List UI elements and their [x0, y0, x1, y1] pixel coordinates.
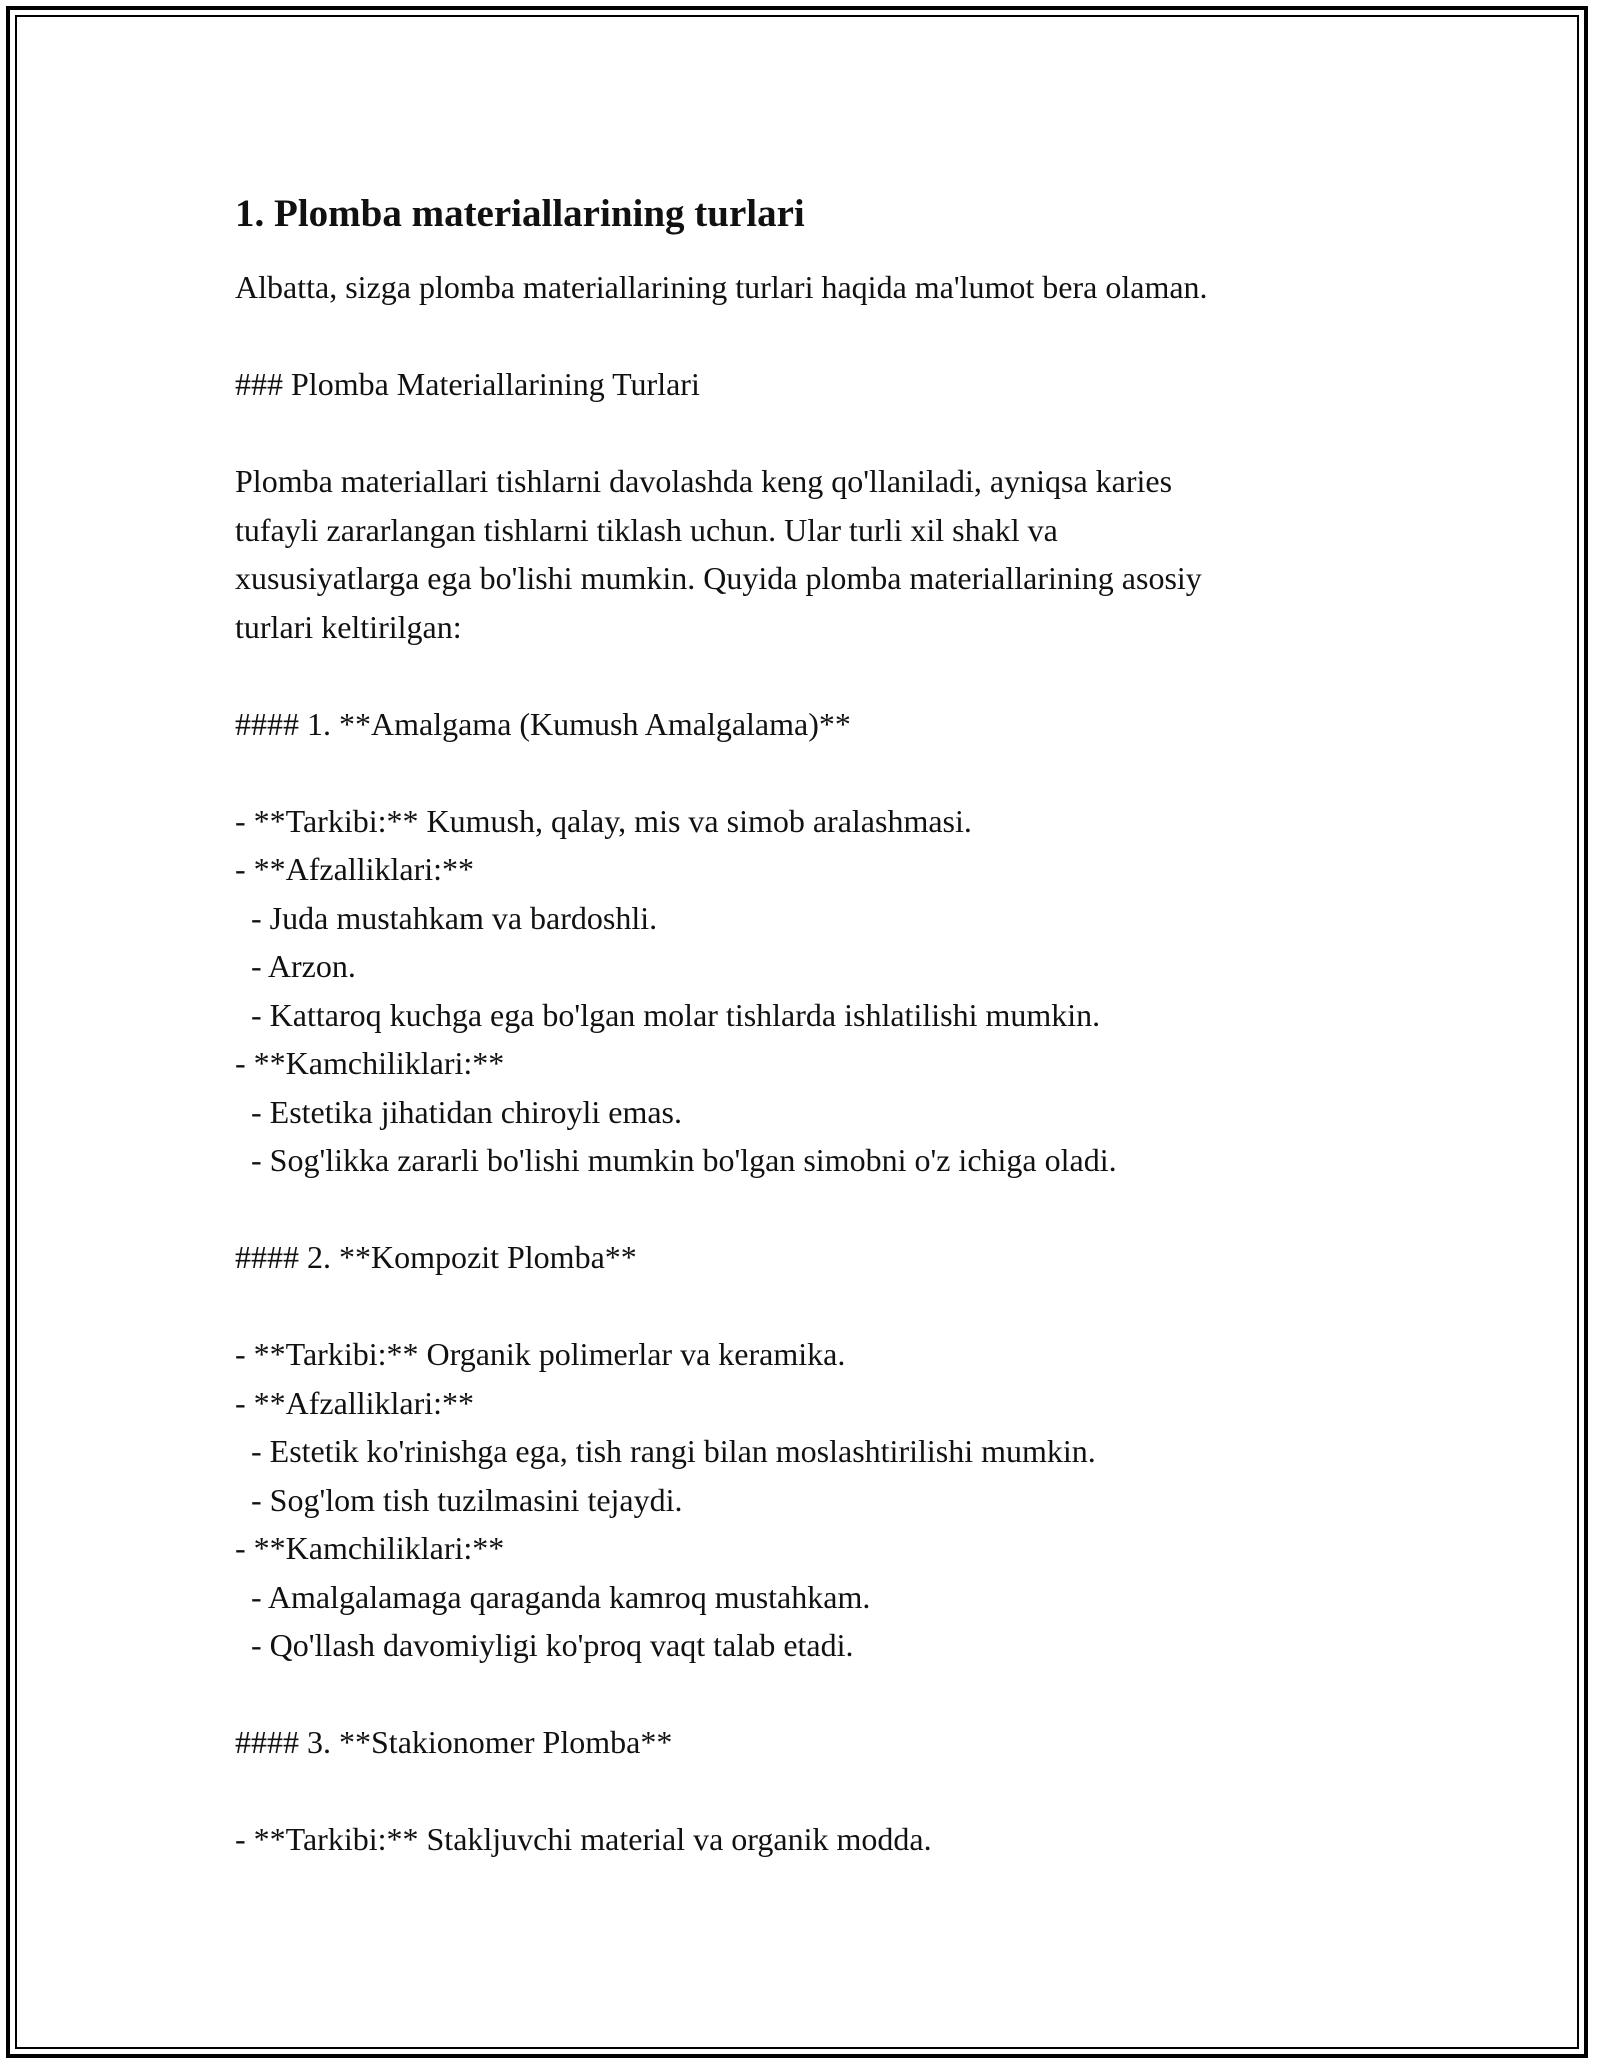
paragraph-line: tufayli zararlangan tishlarni tiklash uchun. Ular turli xil shakl va: [235, 511, 1058, 548]
document-title: 1. Plomba materiallarining turlari: [235, 192, 805, 235]
list-item: - **Kamchiliklari:**: [235, 1045, 505, 1081]
list-item: - Qo'llash davomiyligi ko'proq vaqt talab etadi.: [235, 1627, 854, 1663]
intro-text: Albatta, sizga plomba materiallarining turlari haqida ma'lumot bera olaman.: [235, 269, 1208, 305]
list-item: - Estetika jihatidan chiroyli emas.: [235, 1093, 682, 1130]
list-item: - Arzon.: [235, 948, 356, 984]
section-heading: ### Plomba Materiallarining Turlari: [235, 366, 700, 402]
list-item: - Estetik ko'rinishga ega, tish rangi bilan moslashtirilishi mumkin.: [235, 1433, 1096, 1469]
list-item: - **Kamchiliklari:**: [235, 1530, 505, 1566]
list-item: - Juda mustahkam va bardoshli.: [235, 899, 658, 936]
subsection-heading-kompozit: #### 2. **Kompozit Plomba**: [235, 1239, 637, 1275]
document-body: [235, 185, 1375, 1864]
list-item: - **Afzalliklari:**: [235, 1384, 475, 1421]
list-item: - **Tarkibi:** Kumush, qalay, mis va simob aralashmasi.: [235, 802, 972, 839]
list-item: - Sog'likka zararli bo'lishi mumkin bo'lgan simobni o'z ichiga oladi.: [235, 1142, 1117, 1178]
list-item: - Amalgalamaga qaraganda kamroq mustahkam.: [235, 1578, 871, 1615]
paragraph-line: xususiyatlarga ega bo'lishi mumkin. Quyida plomba materiallarining asosiy: [235, 560, 1202, 596]
list-item: - Kattaroq kuchga ega bo'lgan molar tishlarda ishlatilishi mumkin.: [235, 996, 1101, 1033]
paragraph-line: turlari keltirilgan:: [235, 608, 462, 645]
list-item: - **Tarkibi:** Organik polimerlar va keramika.: [235, 1336, 846, 1372]
list-item: - **Tarkibi:** Stakljuvchi material va organik modda.: [235, 1821, 932, 1857]
list-item: - Sog'lom tish tuzilmasini tejaydi.: [235, 1481, 683, 1518]
paragraph-line: Plomba materiallari tishlarni davolashda keng qo'llaniladi, ayniqsa karies: [235, 463, 1173, 499]
list-item: - **Afzalliklari:**: [235, 851, 475, 887]
subsection-heading-amalgama: #### 1. **Amalgama (Kumush Amalgalama)**: [235, 705, 851, 742]
subsection-heading-stakionomer: #### 3. **Stakionomer Plomba**: [235, 1724, 673, 1760]
